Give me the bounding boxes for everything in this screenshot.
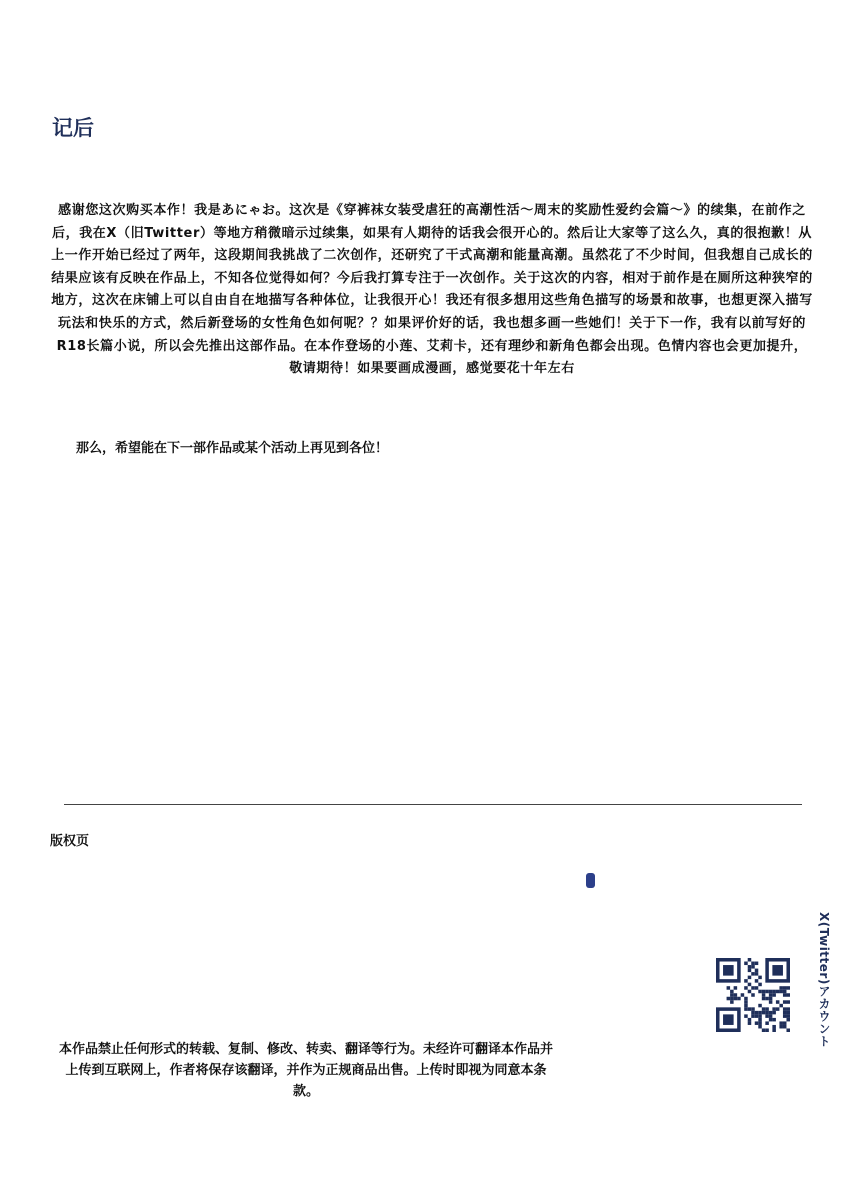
copyright-notice: 本作品禁止任何形式的转载、复制、修改、转卖、翻译等行为。未经许可翻译本作品并上传到互联网上，作者将保存该翻译，并作为正规商品出售。上传时即视为同意本条款。: [58, 1042, 553, 1099]
twitter-account-label: X(Twitter)アカウント: [817, 912, 831, 1048]
section-divider: [64, 804, 802, 805]
qr-code-icon[interactable]: [716, 958, 790, 1032]
decorative-dot: [586, 873, 595, 888]
closing-line: 那么，希望能在下一部作品或某个活动上再见到各位！: [76, 441, 389, 456]
copyright-heading: 版权页: [50, 834, 90, 849]
afterword-paragraph: 感谢您这次购买本作！我是あにゃお。这次是《穿裤袜女装受虐狂的高潮性活～周末的奖励性爱约会篇～》的续集，在前作之后，我在X（旧Twitter）等地方稍微暗示过续集，如果有人期待的话我会很开心的。然后让大家等了这么久，真的很抱歉！从上一作开始已经过了两年，这段期间我挑战了二次创作，还研究了干式高潮和能量高潮。虽然花了不少时间，但我想自己成长的结果应该有反映在作品上，不知各位觉得如何？今后我打算专注于一次创作。关于这次的内容，相对于前作是在厕所这种狭窄的地方，这次在床铺上可以自由自在地描写各种体位，让我很开心！我还有很多想用这些角色描写的场景和故事，也想更深入描写玩法和快乐的方式，然后新登场的女性角色如何呢？？如果评价好的话，我也想多画一些她们！关于下一作，我有以前写好的R18长篇小说，所以会先推出这部作品。在本作登场的小莲、艾莉卡，还有理纱和新角色都会出现。色情内容也会更加提升，敬请期待！如果要画成漫画，感觉要花十年左右: [51, 203, 813, 377]
page-title: 记后: [52, 116, 94, 140]
